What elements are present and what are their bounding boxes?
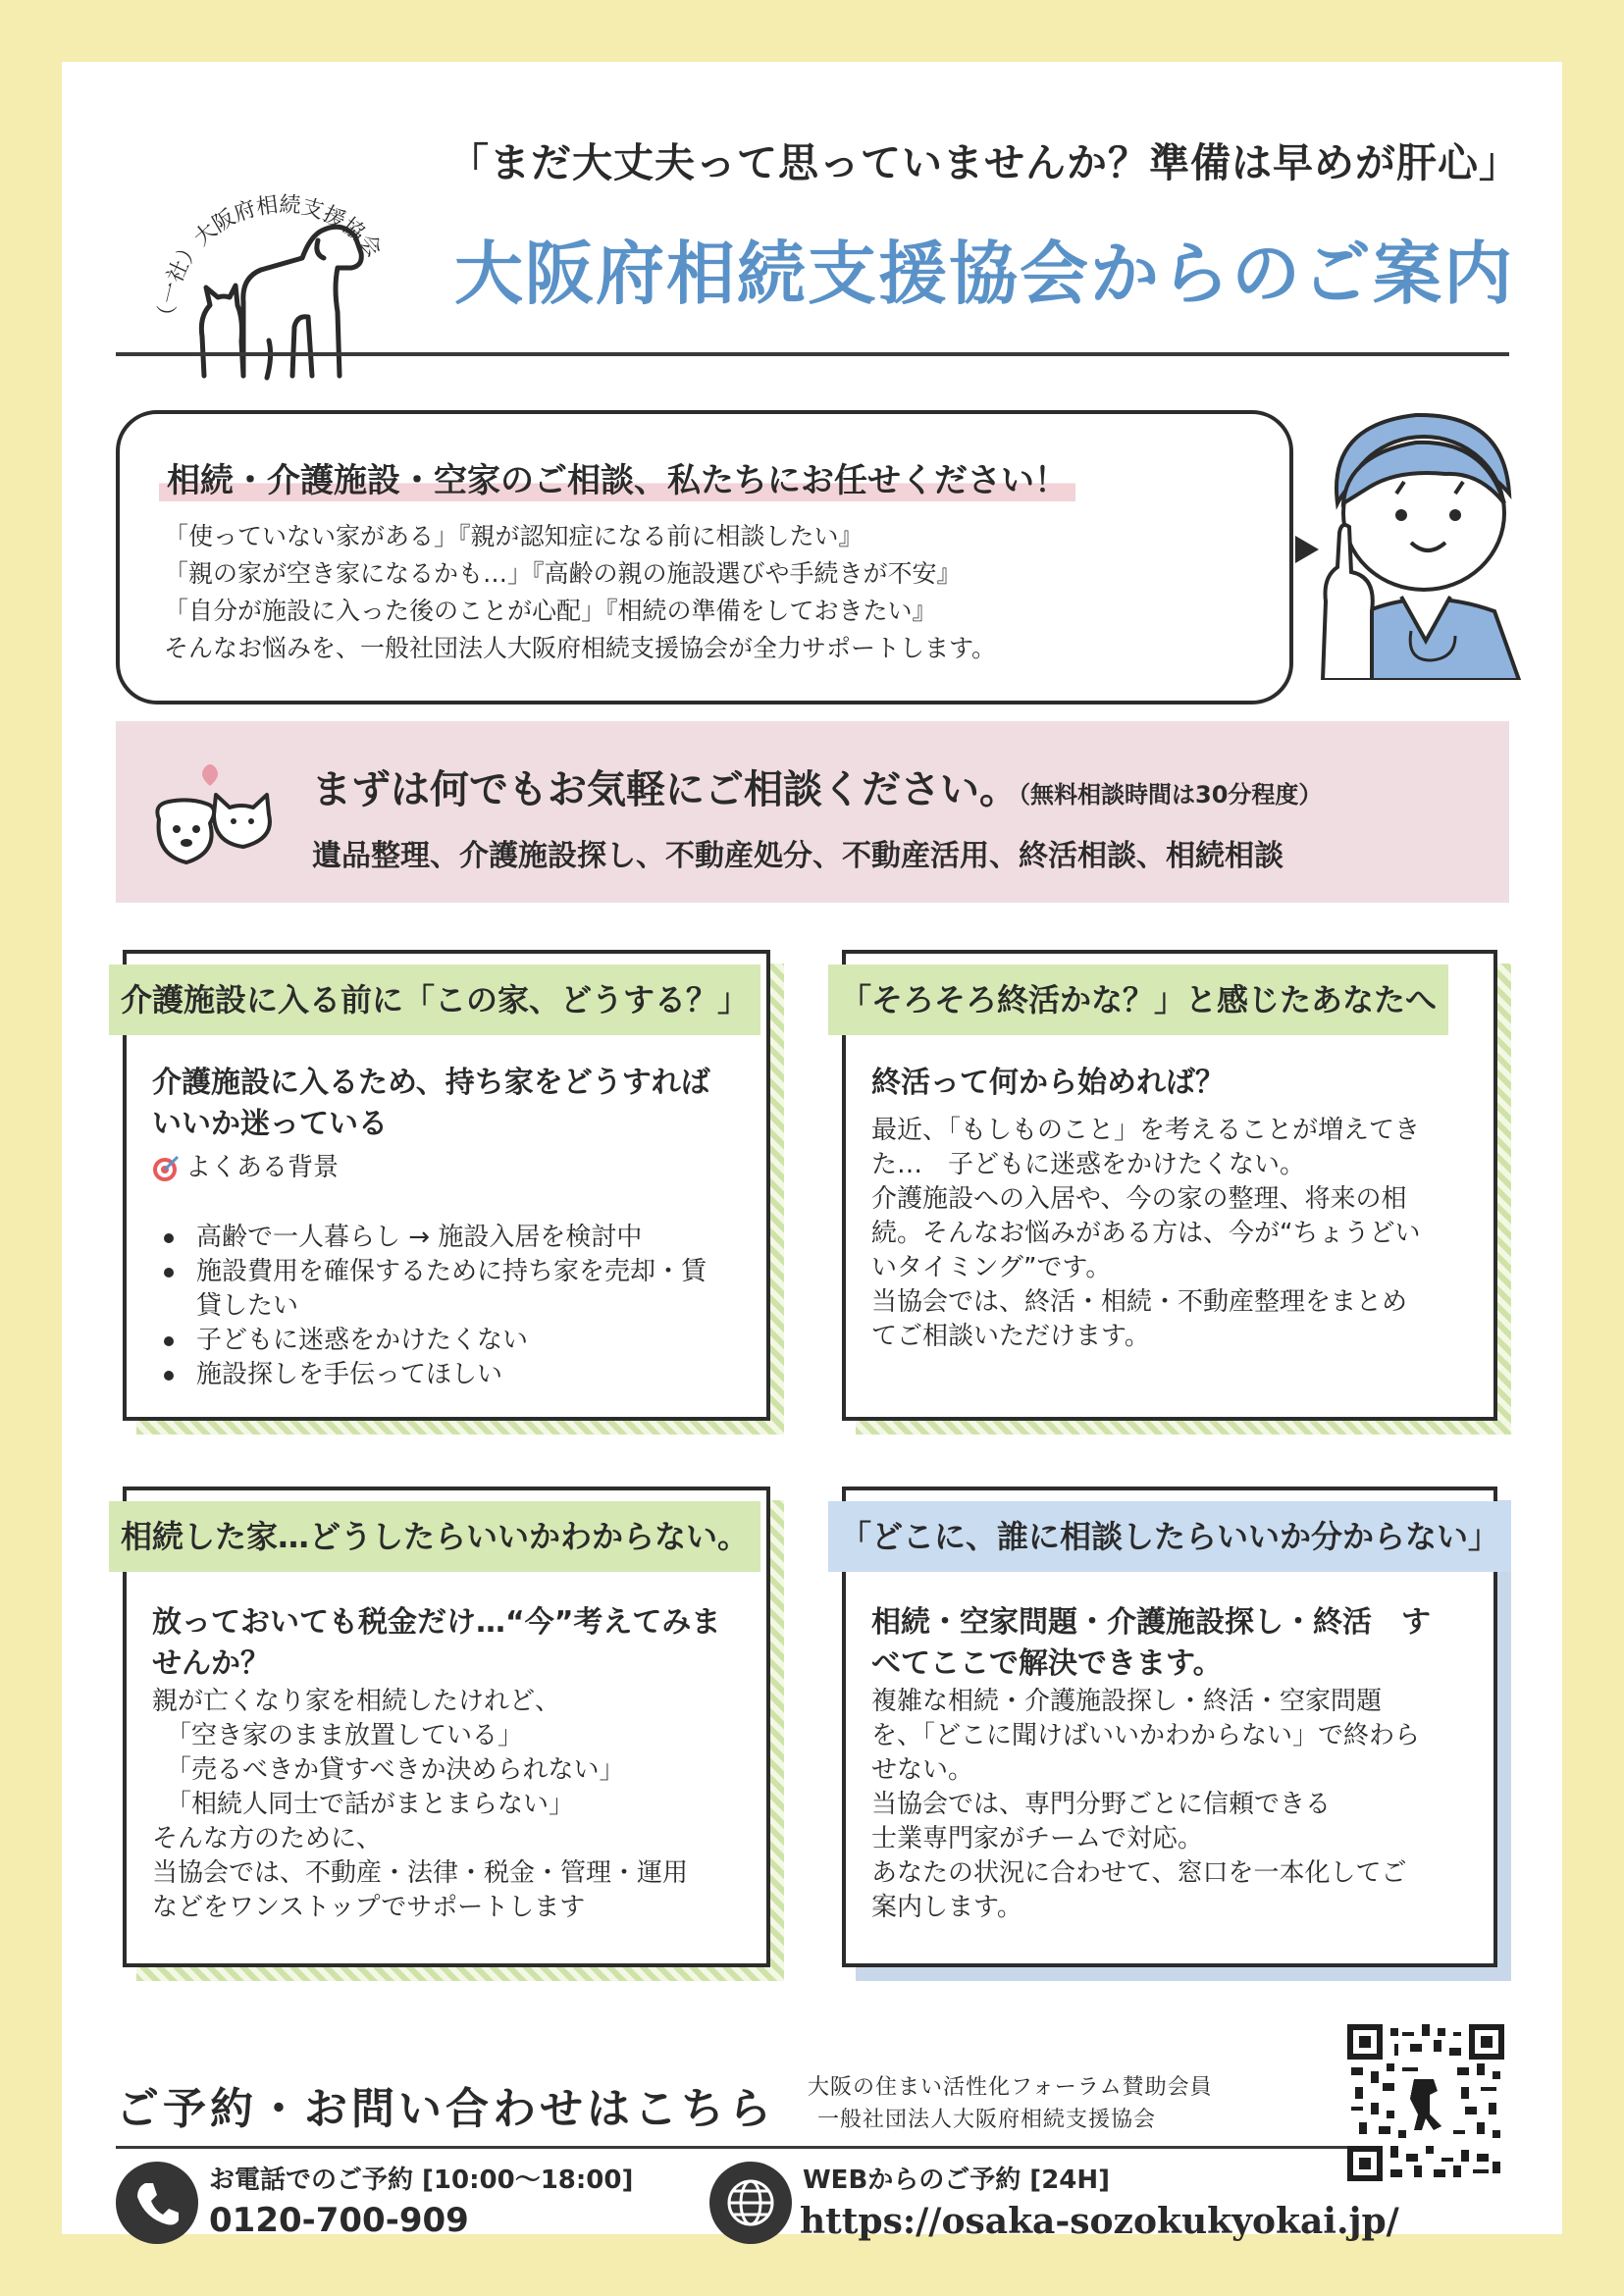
website-link[interactable]: https://osaka-sozokukyokai.jp/ — [800, 2201, 1399, 2242]
header-divider — [116, 352, 1509, 356]
organization-info — [808, 2071, 1213, 2136]
card-body — [152, 1063, 741, 1392]
card-text-line: せない。 — [871, 1755, 974, 1785]
card-text-line: 当協会では、専門分野ごとに信頼できる — [871, 1790, 1332, 1819]
card-text-line: た… 子どもに迷惑をかけたくない。 — [871, 1150, 1306, 1179]
card-where-to-ask — [840, 1487, 1500, 1967]
list-item — [152, 1255, 741, 1324]
card-title: 「そろそろ終活かな？」と感じたあなたへ — [828, 965, 1448, 1035]
card-subtitle-line: 放っておいても税金だけ…“今”考えてみま — [152, 1605, 721, 1640]
intro-line: 「使っていない家がある」『親が認知症になる前に相談したい』 — [164, 522, 864, 550]
list-item: 施設探しを手伝ってほしい — [152, 1358, 741, 1392]
card-body — [871, 1602, 1468, 1925]
card-text-line: 複雑な相続・介護施設探し・終活・空家問題 — [871, 1687, 1383, 1716]
card-subtitle-line: せんか？ — [152, 1646, 270, 1681]
card-inherited-house — [123, 1487, 770, 1967]
card-subtitle-line: いいか迷っている — [152, 1107, 388, 1141]
card-subtitle: 終活って何から始めれば？ — [871, 1066, 1225, 1100]
org-name: 一般社団法人大阪府相続支援協会 — [817, 2108, 1157, 2132]
card-text-line: 「空き家のまま放置している」 — [166, 1721, 524, 1750]
card-body — [152, 1602, 741, 1925]
contact-heading: ご予約・お問い合わせはこちら — [116, 2084, 775, 2134]
service-list: 遺品整理、介護施設探し、不動産処分、不動産活用、終活相談、相続相談 — [312, 839, 1283, 873]
card-title: 相続した家…どうしたらいいかわからない。 — [109, 1501, 760, 1572]
card-text-line: てご相談いただけます。 — [871, 1322, 1150, 1351]
intro-heading: 相続・介護施設・空家のご相談、私たちにお任せください！ — [159, 453, 1075, 501]
phone-booking-label: お電話でのご予約 [10:00〜18:00] — [209, 2166, 634, 2195]
list-item: 高齢で一人暮らし → 施設入居を検討中 — [152, 1221, 741, 1255]
intro-speech-bubble — [116, 410, 1293, 704]
card-text-line: 当協会では、不動産・法律・税金・管理・運用 — [152, 1858, 689, 1888]
card-text — [152, 1685, 741, 1925]
card-text-line: 最近、「もしものこと」を考えることが増えてき — [871, 1116, 1421, 1145]
globe-icon — [709, 2162, 792, 2244]
org-membership: 大阪の住まい活性化フォーラム賛助会員 — [808, 2075, 1213, 2100]
tagline: 「まだ大丈夫って思っていませんか？準備は早めが肝心」 — [448, 139, 1520, 186]
card-title: 介護施設に入る前に「この家、どうする？」 — [109, 965, 760, 1035]
phone-icon — [116, 2162, 198, 2244]
card-text-line: 親が亡くなり家を相続したけれど、 — [152, 1687, 561, 1716]
qr-code-icon[interactable] — [1347, 2024, 1504, 2181]
card-text-line: などをワンストップでサポートします — [152, 1893, 586, 1922]
background-list — [152, 1221, 741, 1392]
card-text-line: 案内します。 — [871, 1893, 1022, 1922]
card-text — [871, 1114, 1468, 1354]
card-text-line: 当協会では、終活・相続・不動産整理をまとめ — [871, 1287, 1408, 1317]
logo-text: （一社）大阪府相続支援協会 — [154, 191, 388, 328]
card-text-line: を、「どこに聞けばいいかわからない」で終わら — [871, 1721, 1421, 1750]
card-subtitle — [152, 1063, 741, 1145]
card-text-line: 介護施設への入居や、今の家の整理、将来の相 — [871, 1184, 1407, 1214]
web-booking-label: WEBからのご予約 [24H] — [803, 2166, 1111, 2195]
list-item: 子どもに迷惑をかけたくない — [152, 1324, 741, 1358]
common-background-label — [152, 1151, 741, 1185]
target-icon — [152, 1155, 180, 1182]
card-text-line: 「売るべきか貸すべきか決められない」 — [166, 1755, 625, 1785]
pets-heart-icon — [145, 760, 278, 878]
svg-text:（一社）大阪府相続支援協会 — [154, 191, 387, 327]
list-item-text: 貸したい — [196, 1291, 299, 1321]
card-body — [871, 1063, 1468, 1354]
intro-lines — [164, 518, 996, 667]
card-before-facility — [123, 950, 770, 1421]
intro-line: 「自分が施設に入った後のことが心配」『相続の準備をしておきたい』 — [164, 597, 937, 625]
card-text-line: 続。そんなお悩みがある方は、今が“ちょうどい — [871, 1219, 1421, 1248]
card-text-line: 「相続人同士で話がまとまらない」 — [166, 1790, 575, 1819]
phone-number[interactable]: 0120-700-909 — [209, 2201, 469, 2240]
intro-line: そんなお悩みを、一般社団法人大阪府相続支援協会が全力サポートします。 — [164, 634, 997, 662]
card-text-line: あなたの状況に合わせて、窓口を一本化してご — [871, 1858, 1407, 1888]
footer-divider — [116, 2146, 1360, 2149]
consultation-band — [116, 721, 1509, 903]
card-subtitle-line: 介護施設に入るため、持ち家をどうすれば — [152, 1066, 710, 1100]
card-subtitle — [152, 1602, 741, 1685]
card-title: 「どこに、誰に相談したらいいか分からない」 — [828, 1501, 1511, 1572]
page-title: 大阪府相続支援協会からのご案内 — [454, 234, 1514, 314]
intro-line: 「親の家が空き家になるかも…」『高齢の親の施設選びや手続きが不安』 — [164, 559, 962, 588]
consultation-lead — [312, 758, 1322, 814]
card-subtitle-line: べてここで解決できます。 — [871, 1646, 1223, 1681]
doctor-illustration-icon — [1308, 395, 1534, 680]
card-end-of-life — [842, 950, 1497, 1421]
card-text-line: そんな方のために、 — [152, 1824, 383, 1853]
flyer-sheet — [62, 62, 1562, 2242]
card-subtitle — [871, 1602, 1468, 1685]
card-text-line: いタイミング”です。 — [871, 1253, 1112, 1282]
consultation-lead-text: まずは何でもお気軽にご相談ください。 — [312, 767, 1019, 812]
list-item-text: 施設費用を確保するために持ち家を売却・賃 — [196, 1257, 707, 1286]
card-text — [871, 1685, 1468, 1925]
card-subtitle-line: 相続・空家問題・介護施設探し・終活 す — [871, 1605, 1431, 1640]
background-label-text: よくある背景 — [185, 1153, 340, 1182]
free-consult-note: （無料相談時間は30分程度） — [1019, 781, 1323, 809]
card-text-line: 士業専門家がチームで対応。 — [871, 1824, 1204, 1853]
